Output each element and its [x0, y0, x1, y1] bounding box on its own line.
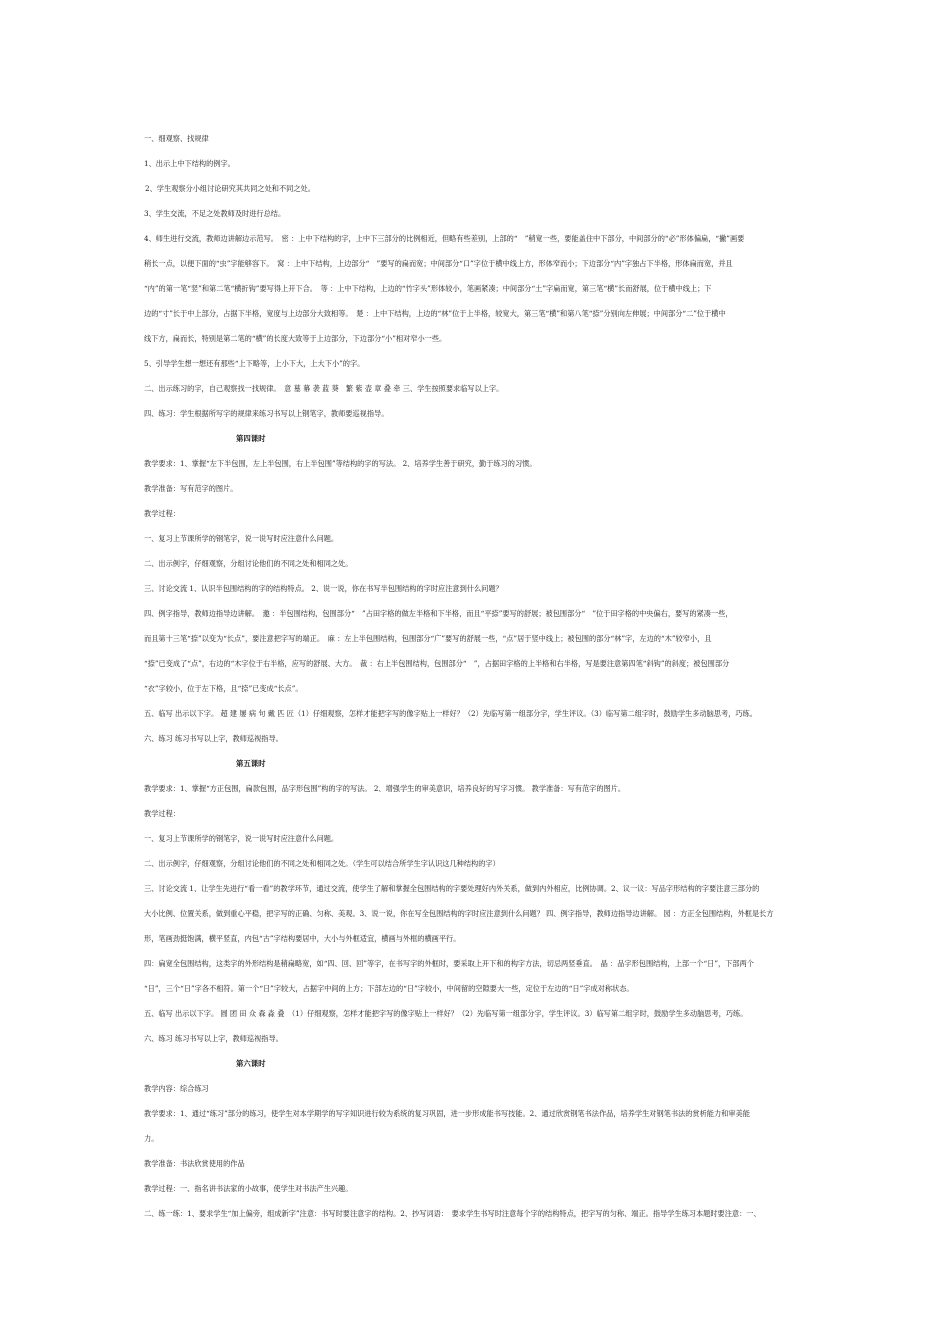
text-line: 一、细观察、找规律 [144, 134, 209, 143]
text-line: 一、复习上节课所学的钢笔字，说一说写时应注意什么问题。 [144, 834, 339, 843]
text-line: 形，笔画劲挺饱满，横平竖直，内包“古”字结构要居中，大小与外框适宜，横画与外框的横画平行。 [144, 934, 461, 943]
text-line: 一、复习上节课所学的钢笔字，说一说写时应注意什么问题。 [144, 534, 339, 543]
text-line: 3、学生交流，不足之处教师及时进行总结。 [144, 209, 286, 218]
text-line: 二、出示练习的字，自己观察找一找规律。 意 墓 幕 袭 蓝 葵 繁 紫 壶 章 叠 牵 三、学生按照要求临写以上字。 [144, 384, 504, 393]
section-heading-lesson-4: 第四课时 [236, 434, 266, 443]
text-line: 六、练习 练习书写以上字，教师巡视指导。 [144, 1034, 283, 1043]
document-body [144, 126, 808, 1226]
text-line: 力。 [144, 1134, 159, 1143]
text-line: 二、出示例字，仔细观察，分组讨论他们的不同之处和相同之处。（学生可以结合所学生字认识这几种结构的字） [144, 859, 500, 868]
text-line: 三、讨论交流 1、认识半包围结构的字的结构特点。 2、说一说，你在书写半包围结构的字时应注意到什么问题？ [144, 584, 503, 593]
text-line: 4、师生进行交流，教师边讲解边示范写。 密 ：上中下结构的字，上中下三部分的比例相近，但略有些差别，上部的“ ”稍宽一些，要能盖住中下部分，中间部分的“必”形体偏扁，“撇”画要 [144, 234, 745, 243]
text-line: 2、学生观察分小组讨论研究其共同之处和不同之处。 [145, 184, 315, 193]
text-line: 大小比例、位置关系，做到重心平稳，把字写的正确、匀称、美观。3、说一说，你在写全包围结构的字时应注意到什么问题？ 四、例字指导，教师边指导边讲解。 园 ：方正全包围结构，外框是长方 [144, 909, 774, 918]
text-line: 教学准备：书法欣赏使用的作品 [144, 1159, 245, 1168]
text-line: 5、引导学生想一想还有那些“上下略等，上小下大，上大下小”的字。 [144, 359, 365, 368]
text-line: 教学准备：写有范字的图片。 [144, 484, 238, 493]
section-heading-lesson-5: 第五课时 [236, 759, 266, 768]
text-line: 边的“寸”长于中上部分，占据下半格，宽度与上边部分大致相等。 楚 ：上中下结构，上边的“林”位于上半格，较宽大，第三笔“横”和第八笔“捺”分别向左伸展；中间部分“二”位于横中 [144, 309, 726, 318]
text-line: 二、练一练：1、要求学生“加上偏旁，组成新字”注意：书写时要注意字的结构。2、抄写词语： 要求学生书写时注意每个字的结构特点，把字写的匀称、端正。指导学生练习本题时要注意：一、 [144, 1209, 761, 1218]
text-line: 教学过程：一、指名讲书法家的小故事，使学生对书法产生兴趣。 [144, 1184, 353, 1193]
section-heading-lesson-6: 第六课时 [236, 1059, 266, 1068]
text-line: “内”的第一笔“竖”和第二笔“横折钩”要写得上开下合。 等 ：上中下结构，上边的“竹字头”形体较小，笔画紧凑；中间部分“土”字扁而宽，第三笔“横”长而舒展，位于横中线上；下 [144, 284, 712, 293]
text-line: 1、出示上中下结构的例字。 [144, 159, 235, 168]
text-line: 教学要求：1、掌握“左下半包围，左上半包围，右上半包围”等结构的字的写法。 2、培养学生善于研究，勤于练习的习惯。 [144, 459, 537, 468]
text-line: 五、临写 出示以下字。 圆 团 田 众 森 淼 叠 （1）仔细观察，怎样才能把字写的像字贴上一样好？（2）先临写第一组部分字，学生评议。3）临写第二组字时，鼓励学生多动脑思考，巧练。 [144, 1009, 748, 1018]
text-line: 四、例字指导，教师边指导边讲解。 邀 ：半包围结构，包围部分“ ”占田字格的做左半格和下半格，而且“平捺”要写的舒展；被包围部分“ ”位于田字格的中央偏右，要写的紧凑一些， [144, 609, 733, 618]
text-line: 教学内容：综合练习 [144, 1084, 209, 1093]
text-line: 教学过程： [144, 809, 180, 818]
text-line: “衣”字较小，位于左下格，且“捺”已变成“长点”。 [144, 684, 303, 693]
text-line: “日”，三个“日”字各不相符。第一个“日”字较大，占据字中间的上方；下部左边的“日”字较小，中间留的空隙要大一些，定位于左边的“日”字成对称状态。 [144, 984, 634, 993]
text-line: 稍长一点，以便下面的“虫”字能够容下。 窝 ：上中下结构，上边部分“ ”要写的扁而宽；中间部分“口”字位于横中线上方，形体窄而小；下边部分“内”字独占下半格，形体扁而宽，并且 [144, 259, 733, 268]
text-line: 教学要求：1、掌握“方正包围，扁款包围，品字形包围”构的字的写法。 2、增强学生的审美意识，培养良好的写字习惯。 教学准备：写有范字的图片。 [144, 784, 626, 793]
text-line: 六、练习 练习书写以上字，教师巡视指导。 [144, 734, 283, 743]
text-line: 四、练习：学生根据所写字的规律来练习书写以上钢笔字，教师要巡视指导。 [144, 409, 389, 418]
text-line: 二、出示例字，仔细观察，分组讨论他们的不同之处和相同之处。 [144, 559, 353, 568]
text-line: 三、讨论交流 1、让学生先进行“看一看”的教学环节，通过交流，使学生了解和掌握全包围结构的字要处理好内外关系，做到内外相应，比例协调。2、议一议：写品字形结构的字要注意三部分的 [144, 884, 760, 893]
text-line: “捺”已变成了“点”，右边的“木字位于右半格，应写的舒展、大方。 裁 ：右上半包围结构，包围部分“ ”，占据田字格的上半格和右半格，写是要注意第四笔“斜钩”的斜度；被包围部分 [144, 659, 730, 668]
text-line: 线下方，扁而长，特别是第二笔的“横”的长度大致等于上边部分，下边部分“小”相对窄小一些。 [144, 334, 447, 343]
text-line: 教学过程： [144, 509, 180, 518]
text-line: 四：扁宽全包围结构，这类字的外形结构是稍扁略宽，如“四、回、回”等字，在书写字的外框时，要采取上开下和的构字方法，切忌两竖垂直。 晶 ：品字形包围结构，上部一个“日”，下部两个 [144, 959, 754, 968]
text-line: 而且第十三笔“捺”以变为“长点”，要注意把字写的端正。 麻 ：左上半包围结构，包围部分“广”要写的舒展一些，“点”居于竖中线上；被包围的部分“林”字，左边的“木”较窄小，且 [144, 634, 712, 643]
text-line: 五、临写 出示以下字。 超 建 屡 病 句 戴 匹 匠（1）仔细观察，怎样才能把字写的像字贴上一样好？（2）先临写第一组部分字，学生评议。（3）临写第二组字时，鼓励学生多动脑思考，巧练。 [144, 709, 757, 718]
text-line: 教学要求：1、通过“练习”部分的练习，使学生对本学期学的写字知识进行较为系统的复习巩固，进一步形成能书写技能。2、通过欣赏钢笔书法作品，培养学生对钢笔书法的赏析能力和审美能 [144, 1109, 750, 1118]
